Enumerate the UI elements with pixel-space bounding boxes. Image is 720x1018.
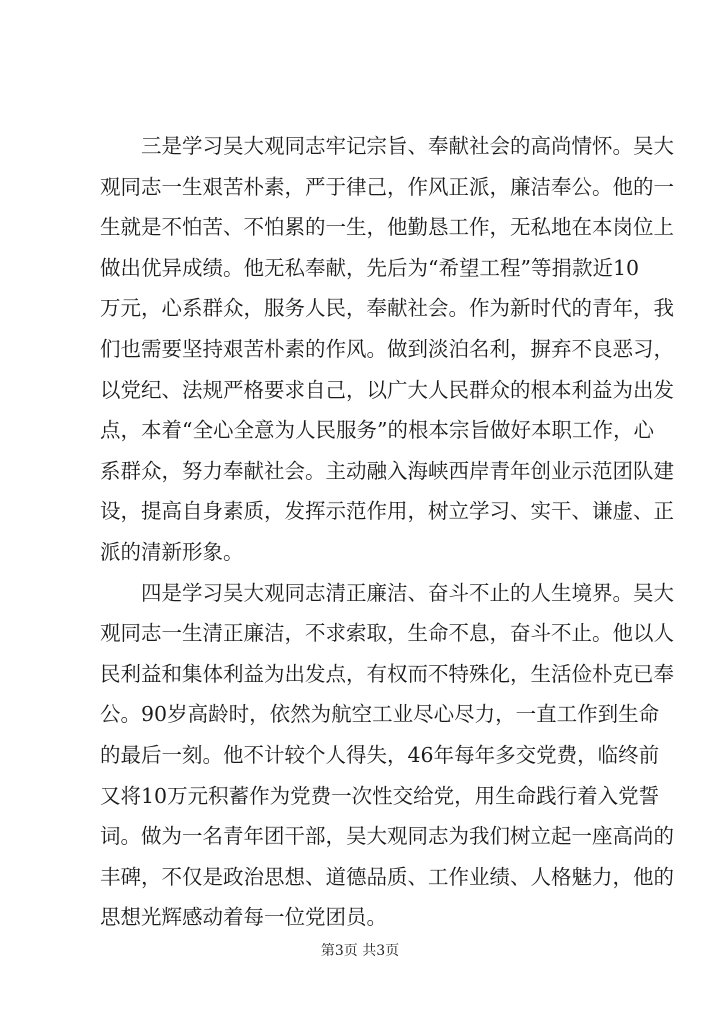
text-line: 三是学习吴大观同志牢记宗旨、奉献社会的高尚情怀。吴大	[141, 134, 674, 158]
paragraph-4	[100, 573, 674, 938]
text-line: 观同志一生清正廉洁，不求索取，生命不息，奋斗不止。他以人	[100, 621, 674, 646]
text-line: 系群众，努力奉献社会。主动融入海峡西岸青年创业示范团队建	[100, 458, 674, 483]
text-line: 万元，心系群众，服务人民，奉献社会。作为新时代的青年，我	[100, 296, 674, 321]
text-line: 做出优异成绩。他无私奉献，先后为“希望工程”等捐款近10	[100, 255, 640, 280]
page-footer: 第3页 共3页	[320, 943, 400, 959]
text-line: 又将10万元积蓄作为党费一次性交给党，用生命践行着入党誓	[100, 783, 660, 808]
text-line: 词。做为一名青年团干部，吴大观同志为我们树立起一座高尚的	[100, 824, 674, 849]
text-line: 设，提高自身素质，发挥示范作用，树立学习、实干、谦虚、正	[100, 499, 674, 524]
text-line: 以党纪、法规严格要求自己，以广大人民群众的根本利益为出发	[100, 377, 674, 402]
text-line: 四是学习吴大观同志清正廉洁、奋斗不止的人生境界。吴大	[141, 580, 674, 605]
text-line: 派的清新形象。	[100, 539, 244, 564]
text-line: 民利益和集体利益为出发点，有权而不特殊化，生活俭朴克已奉	[100, 661, 674, 686]
text-line: 们也需要坚持艰苦朴素的作风。做到淡泊名利，摒弃不良恶习，	[100, 336, 674, 361]
text-line: 思想光辉感动着每一位党团员。	[100, 905, 387, 930]
text-line: 点，本着“全心全意为人民服务”的根本宗旨做好本职工作，心	[100, 418, 654, 443]
text-line: 生就是不怕苦、不怕累的一生，他勤恳工作，无私地在本岗位上	[100, 215, 674, 240]
text-line: 公。90岁高龄时，依然为航空工业尽心尽力，一直工作到生命	[100, 702, 660, 727]
text-line: 观同志一生艰苦朴素，严于律己，作风正派，廉洁奉公。他的一	[100, 174, 674, 199]
document-body	[100, 126, 674, 938]
text-line: 丰碑，不仅是政治思想、道德品质、工作业绩、人格魅力，他的	[100, 864, 674, 889]
paragraph-3	[100, 126, 674, 573]
text-line: 的最后一刻。他不计较个人得失，46年每年多交党费，临终前	[100, 742, 660, 767]
